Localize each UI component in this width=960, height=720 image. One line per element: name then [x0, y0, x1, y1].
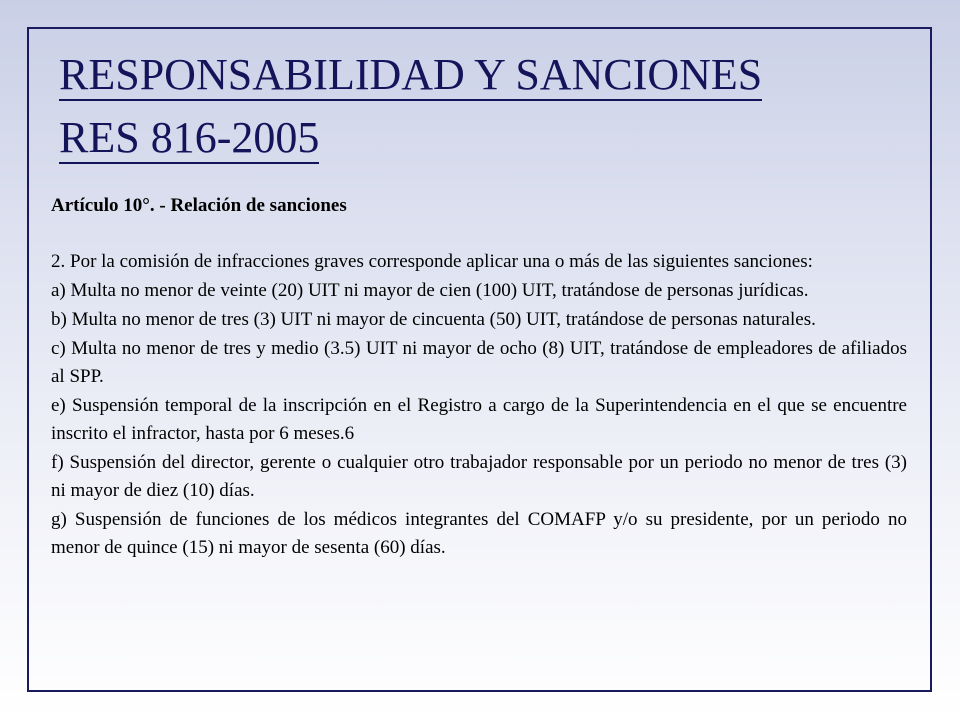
paragraph-f: f) Suspensión del director, gerente o cualquier otro trabajador responsable por un periodo no menor de tres (3) ni mayor de diez (10) días.: [51, 452, 907, 501]
paragraph-b: b) Multa no menor de tres (3) UIT ni mayor de cincuenta (50) UIT, tratándose de personas naturales.: [51, 309, 816, 330]
title-line-2: RES 816-2005: [59, 113, 320, 162]
paragraph-c: c) Multa no menor de tres y medio (3.5) UIT ni mayor de ocho (8) UIT, tratándose de empleadores de afiliados al SPP.: [51, 338, 907, 387]
paragraph-g: g) Suspensión de funciones de los médicos integrantes del COMAFP y/o su presidente, por un periodo no menor de quince (15) ni mayor de sesenta (60) días.: [51, 509, 907, 558]
article-heading: Artículo 10°. - Relación de sanciones: [51, 195, 347, 216]
slide-title: [59, 48, 762, 165]
paragraph-intro: 2. Por la comisión de infracciones graves corresponde aplicar una o más de las siguientes sanciones:: [51, 251, 813, 272]
paragraph-e: e) Suspensión temporal de la inscripción en el Registro a cargo de la Superintendencia en el que se encuentre inscrito el infractor, hasta por 6 meses.6: [51, 395, 907, 444]
article-content: [51, 192, 907, 563]
title-line-1: RESPONSABILIDAD Y SANCIONES: [59, 50, 763, 99]
paragraph-a: a) Multa no menor de veinte (20) UIT ni mayor de cien (100) UIT, tratándose de personas jurídicas.: [51, 280, 809, 301]
